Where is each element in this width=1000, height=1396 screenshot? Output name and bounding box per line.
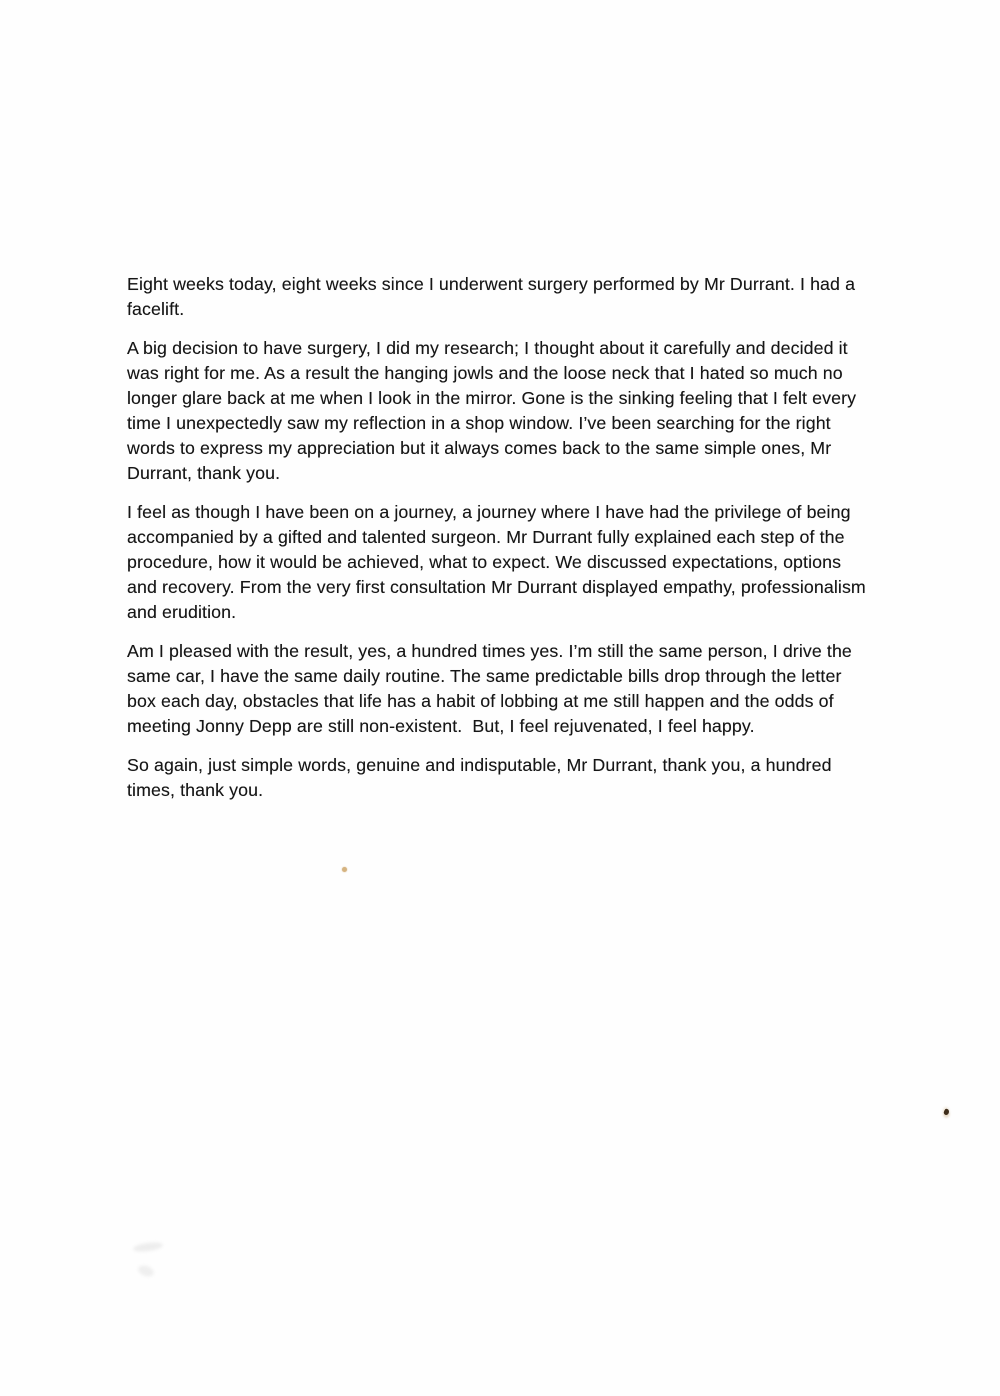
scan-artifact-dark-speck (943, 1108, 950, 1116)
letter-paragraph-5: So again, just simple words, genuine and indisputable, Mr Durrant, thank you, a hundred times, thank you. (127, 755, 837, 800)
scan-artifact-orange-speck (342, 867, 347, 872)
letter-body (127, 272, 875, 817)
scan-artifact-faint-mark (137, 1264, 155, 1279)
letter-paragraph-3: I feel as though I have been on a journey, a journey where I have had the privilege of being accompanied by a gifted and talented surgeon. Mr Durrant fully explained each step of the procedure, how it would be achieved, what to expect. We discussed expectations, options and recovery. From the very first consultation Mr Durrant displayed empathy, professionalism and erudition. (127, 502, 871, 622)
letter-paragraph-4: Am I pleased with the result, yes, a hundred times yes. I’m still the same person, I drive the same car, I have the same daily routine. The same predictable bills drop through the letter box each day, obstacles that life has a habit of lobbing at me still happen and the odds of meeting Jonny Depp are still non-existent. But, I feel rejuvenated, I feel happy. (127, 641, 857, 736)
scan-artifact-faint-mark (133, 1241, 164, 1253)
letter-paragraph-2: A big decision to have surgery, I did my research; I thought about it carefully and decided it was right for me. As a result the hanging jowls and the loose neck that I hated so much no longer glare back at me when I look in the mirror. Gone is the sinking feeling that I felt every time I unexpectedly saw my reflection in a shop window. I’ve been searching for the right words to express my appreciation but it always comes back to the same simple ones, Mr Durrant, thank you. (127, 338, 862, 483)
letter-paragraph-1: Eight weeks today, eight weeks since I underwent surgery performed by Mr Durrant. I had a facelift. (127, 274, 861, 319)
